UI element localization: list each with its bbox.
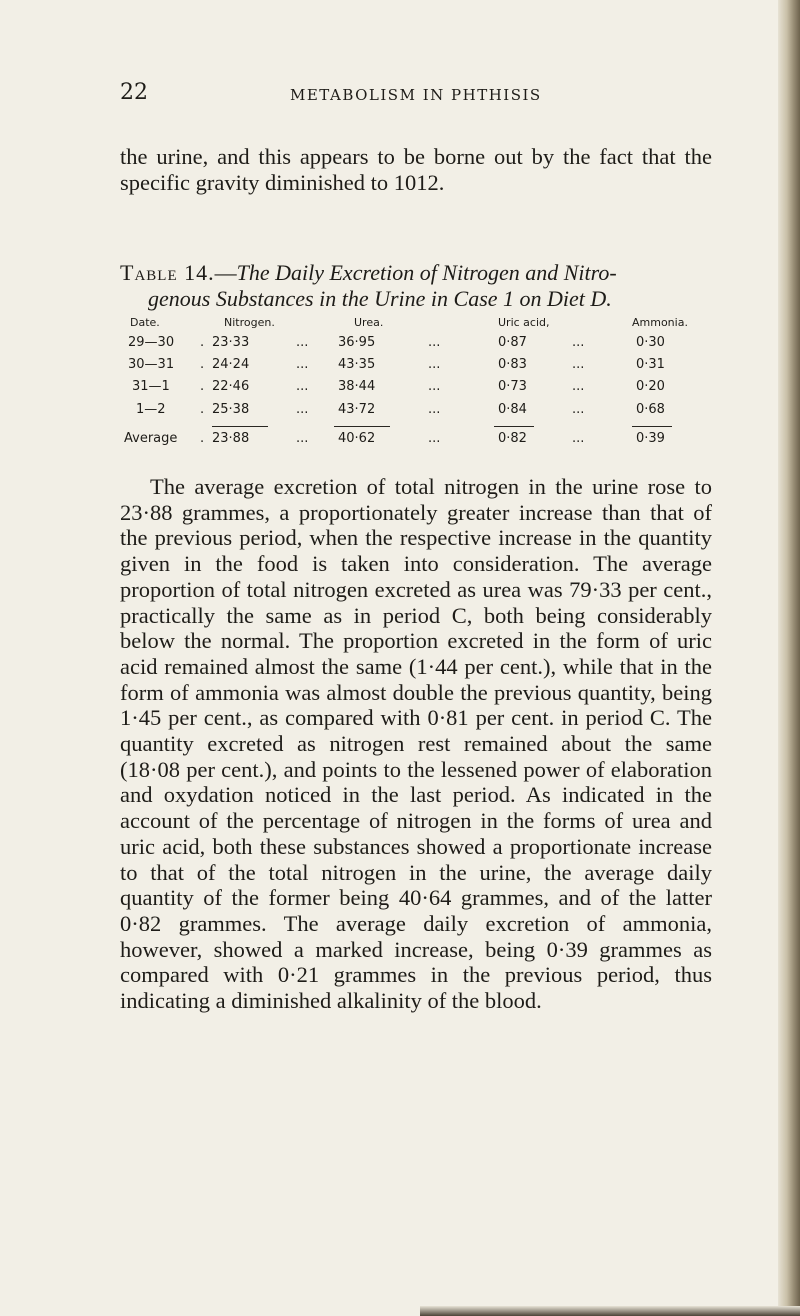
cell-nitrogen: 22·46 [212, 379, 250, 394]
sum-rule [632, 426, 672, 427]
leader-ellipsis: ... [572, 335, 585, 350]
col-header-ammonia: Ammonia. [632, 316, 688, 329]
col-header-nitrogen: Nitrogen. [224, 316, 275, 329]
sum-rule [494, 426, 534, 427]
cell-urea: 40·62 [338, 431, 376, 446]
leader-ellipsis: ... [428, 431, 441, 446]
leader-ellipsis: ... [572, 431, 585, 446]
cell-uric-acid: 0·82 [498, 431, 527, 446]
cell-ammonia: 0·31 [636, 357, 665, 372]
leader-dot: . [200, 357, 205, 372]
leader-ellipsis: ... [296, 379, 309, 394]
running-head: METABOLISM IN PHTHISIS [290, 86, 542, 104]
cell-average-label: Average [124, 431, 178, 446]
cell-date: 1—2 [136, 402, 166, 417]
leader-ellipsis: ... [296, 335, 309, 350]
excretion-table [124, 316, 718, 446]
leader-ellipsis: ... [428, 379, 441, 394]
page-edge-shadow [778, 0, 800, 1316]
cell-urea: 43·72 [338, 402, 376, 417]
table-caption [120, 260, 712, 312]
leader-dot: . [200, 431, 205, 446]
col-header-urea: Urea. [354, 316, 384, 329]
cell-uric-acid: 0·87 [498, 335, 527, 350]
leader-ellipsis: ... [572, 402, 585, 417]
cell-date: 29—30 [128, 335, 175, 350]
leader-ellipsis: ... [572, 379, 585, 394]
cell-ammonia: 0·39 [636, 431, 665, 446]
sum-rule [334, 426, 390, 427]
leader-ellipsis: ... [428, 357, 441, 372]
cell-urea: 36·95 [338, 335, 376, 350]
leader-ellipsis: ... [428, 402, 441, 417]
body-paragraph: The average excretion of total nitrogen in the urine rose to 23·88 grammes, a proportionately greater increase than that of the previous period, when the respective increase in the quantity given in the food is taken into consideration. The average proportion of total nitrogen excreted as urea was 79·33 per cent., practically the same as in period C, both being considerably below the normal. The proportion excreted in the form of uric acid remained almost the same (1·44 per cent.), while that in the form of ammonia was almost double the previous quantity, being 1·45 per cent., as compared with 0·81 per cent. in period C. The quantity excreted as nitrogen rest remained about the same (18·08 per cent.), and points to the lessened power of elaboration and oxydation noticed in the last period. As indicated in the account of the percentage of nitrogen in the forms of urea and uric acid, both these substances showed a proportionate increase to that of the total nitrogen in the urine, the average daily quantity of the former being 40·64 grammes, and of the latter 0·82 grammes. The average daily excretion of ammonia, however, showed a marked increase, being 0·39 grammes as compared with 0·21 grammes in the previous period, thus indicating a diminished alkalinity of the blood. [120, 474, 712, 1014]
cell-ammonia: 0·20 [636, 379, 665, 394]
leader-ellipsis: ... [428, 335, 441, 350]
caption-line-1: The Daily Excretion of Nitrogen and Nitro- [236, 260, 617, 285]
page-header [120, 82, 710, 104]
cell-urea: 38·44 [338, 379, 376, 394]
cell-nitrogen: 23·88 [212, 431, 250, 446]
cell-uric-acid: 0·73 [498, 379, 527, 394]
leader-ellipsis: ... [296, 402, 309, 417]
page-bottom-shadow [420, 1306, 800, 1316]
cell-urea: 43·35 [338, 357, 376, 372]
table-label: Table 14. [120, 260, 215, 285]
leader-dot: . [200, 335, 205, 350]
leader-dot: . [200, 402, 205, 417]
sum-rule [212, 426, 268, 427]
cell-date: 30—31 [128, 357, 175, 372]
leader-ellipsis: ... [296, 357, 309, 372]
cell-ammonia: 0·68 [636, 402, 665, 417]
cell-nitrogen: 24·24 [212, 357, 250, 372]
cell-ammonia: 0·30 [636, 335, 665, 350]
caption-dash: — [214, 260, 237, 285]
cell-date: 31—1 [132, 379, 170, 394]
col-header-date: Date. [130, 316, 160, 329]
page-number: 22 [120, 80, 148, 105]
leader-dot: . [200, 379, 205, 394]
cell-nitrogen: 25·38 [212, 402, 250, 417]
intro-paragraph: the urine, and this appears to be borne out by the fact that the specific gravity diminished to 1012. [120, 144, 712, 195]
leader-ellipsis: ... [296, 431, 309, 446]
cell-uric-acid: 0·84 [498, 402, 527, 417]
cell-nitrogen: 23·33 [212, 335, 250, 350]
caption-line-2: genous Substances in the Urine in Case 1 on Diet D. [148, 286, 612, 311]
col-header-uric-acid: Uric acid, [498, 316, 550, 329]
cell-uric-acid: 0·83 [498, 357, 527, 372]
leader-ellipsis: ... [572, 357, 585, 372]
